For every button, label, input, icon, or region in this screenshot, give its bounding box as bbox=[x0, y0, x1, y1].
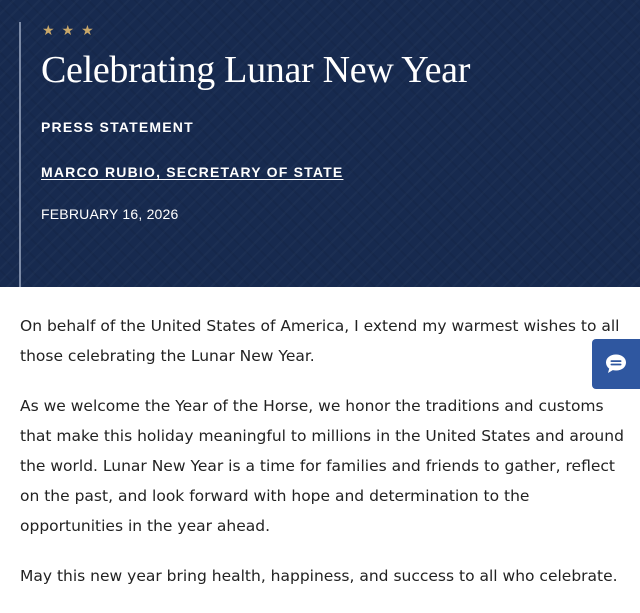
chat-bubble-icon bbox=[604, 352, 628, 376]
stars-ornament: ★★★ bbox=[42, 23, 101, 39]
publish-date: FEBRUARY 16, 2026 bbox=[41, 206, 179, 222]
author-link[interactable]: MARCO RUBIO, SECRETARY OF STATE bbox=[41, 164, 344, 180]
press-statement-hero bbox=[0, 0, 640, 287]
chat-widget-button[interactable] bbox=[592, 339, 640, 389]
statement-type-label: PRESS STATEMENT bbox=[41, 119, 194, 135]
hero-divider-rule bbox=[19, 22, 21, 287]
body-paragraph-1: On behalf of the United States of America, I extend my warmest wishes to all those celebrating the Lunar New Year. bbox=[20, 317, 620, 365]
statement-body bbox=[20, 311, 632, 611]
page-title: Celebrating Lunar New Year bbox=[41, 49, 471, 91]
body-paragraph-3: May this new year bring health, happiness, and success to all who celebrate. bbox=[20, 567, 618, 585]
body-paragraph-2: As we welcome the Year of the Horse, we honor the traditions and customs that make this holiday meaningful to millions in the United States and around the world. Lunar New Year is a time for families and friends to gather, reflect on the past, and look forward with hope and determination to the opportunities in the year ahead. bbox=[20, 397, 624, 535]
